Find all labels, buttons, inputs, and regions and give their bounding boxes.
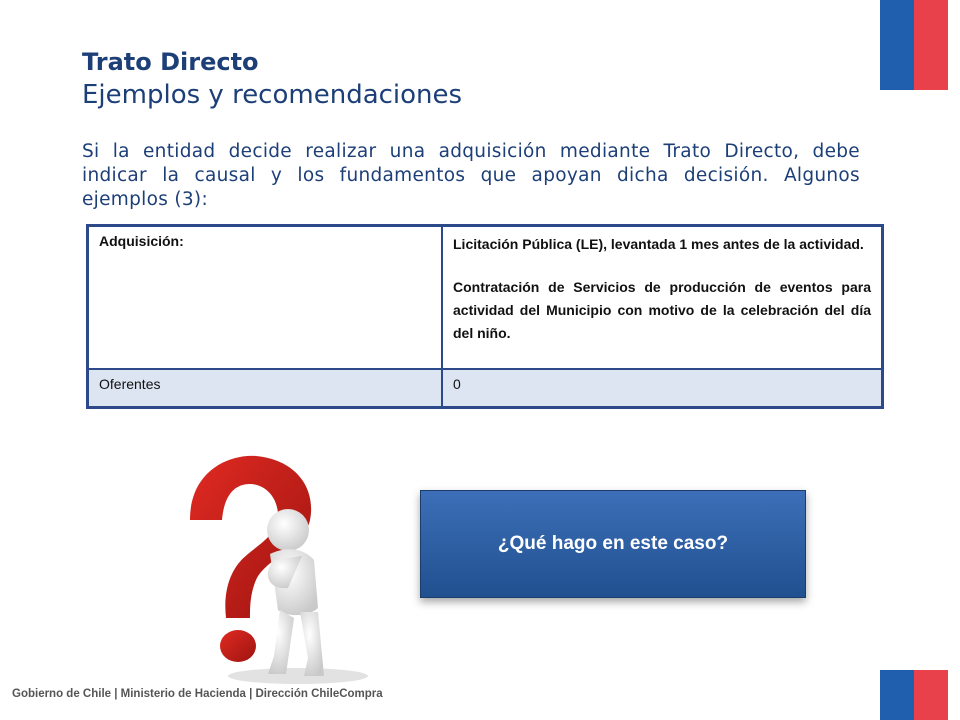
table-cell-paragraph: Licitación Pública (LE), levantada 1 mes antes de la actividad. xyxy=(453,236,864,252)
page-title: Trato Directo xyxy=(82,48,259,76)
table-cell-label: Adquisición: xyxy=(88,226,443,370)
example-table xyxy=(86,224,884,409)
table-cell-value: 0 xyxy=(442,369,883,408)
table-row xyxy=(88,226,883,370)
table-row xyxy=(88,369,883,408)
footer-text: Gobierno de Chile | Ministerio de Hacienda | Dirección ChileCompra xyxy=(12,688,383,700)
table-cell-paragraph: Contratación de Servicios de producción de eventos para actividad del Municipio con motivo de la celebración del día del niño. xyxy=(453,279,871,341)
page-subtitle: Ejemplos y recomendaciones xyxy=(82,80,463,110)
table-cell-label: Oferentes xyxy=(88,369,443,408)
chile-flag-stripe-bottom xyxy=(880,670,948,720)
what-to-do-button-label: ¿Qué hago en este caso? xyxy=(497,533,729,554)
table-cell-value xyxy=(442,226,883,370)
question-mark-thinker-icon xyxy=(138,450,384,690)
intro-paragraph: Si la entidad decide realizar una adquisición mediante Trato Directo, debe indicar la causal y los fundamentos que apoyan dicha decisión. Algunos ejemplos (3): xyxy=(82,141,860,210)
chile-flag-stripe-top xyxy=(880,0,948,90)
what-to-do-button[interactable] xyxy=(420,490,806,598)
